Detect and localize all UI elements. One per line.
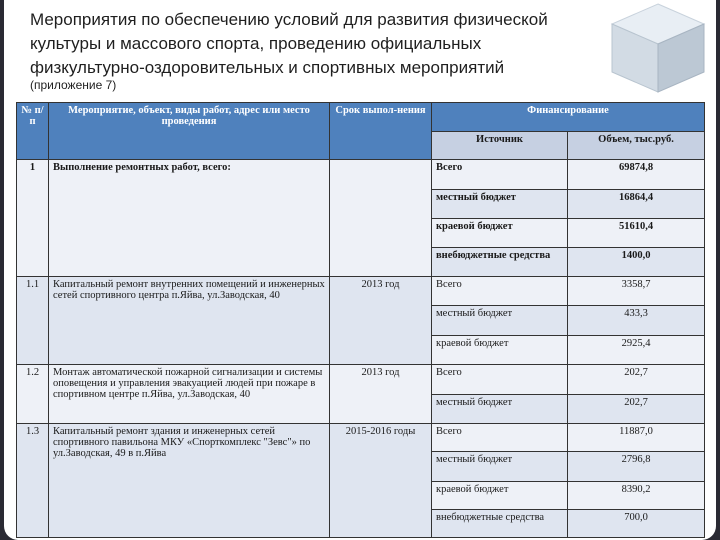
page-title: Мероприятия по обеспечению условий для развития физической культуры и массового спорта, проведению официальных физкультурно-оздоровительных и спортивных мероприятий	[30, 10, 548, 77]
table-row	[17, 277, 705, 306]
fin-source: краевой бюджет	[432, 482, 568, 510]
row-event: Монтаж автоматической пожарной сигнализации и системы оповещения и управления эвакуацией людей при пожаре в спортивном центре п.Яйва, ул.Заводская, 40	[49, 365, 330, 424]
events-table	[16, 102, 705, 538]
fin-source: местный бюджет	[432, 452, 568, 482]
fin-volume: 1400,0	[568, 248, 705, 277]
row-term: 2013 год	[330, 277, 432, 365]
header-volume: Объем, тыс.руб.	[568, 132, 705, 160]
row-event: Капитальный ремонт внутренних помещений и инженерных сетей спортивного центра п.Яйва, ул.Заводская, 40	[49, 277, 330, 365]
fin-volume: 2796,8	[568, 452, 705, 482]
fin-volume: 69874,8	[568, 160, 705, 190]
fin-volume: 700,0	[568, 510, 705, 538]
header-term: Срок выпол-нения	[330, 103, 432, 160]
fin-source: Всего	[432, 160, 568, 190]
slide	[4, 0, 716, 540]
fin-volume: 3358,7	[568, 277, 705, 306]
fin-source: внебюджетные средства	[432, 510, 568, 538]
row-num: 1	[17, 160, 49, 277]
fin-volume: 8390,2	[568, 482, 705, 510]
table-row	[17, 365, 705, 395]
header-event: Мероприятие, объект, виды работ, адрес или место проведения	[49, 103, 330, 160]
row-event: Выполнение ремонтных работ, всего:	[49, 160, 330, 277]
row-term: 2015-2016 годы	[330, 424, 432, 538]
fin-source: внебюджетные средства	[432, 248, 568, 277]
row-num: 1.3	[17, 424, 49, 538]
subtitle: (приложение 7)	[30, 78, 117, 92]
fin-volume: 202,7	[568, 395, 705, 424]
fin-volume: 433,3	[568, 306, 705, 336]
fin-volume: 202,7	[568, 365, 705, 395]
fin-source: Всего	[432, 365, 568, 395]
fin-volume: 2925,4	[568, 336, 705, 365]
fin-source: краевой бюджет	[432, 219, 568, 248]
row-term: 2013 год	[330, 365, 432, 424]
fin-volume: 16864,4	[568, 190, 705, 219]
table-row	[17, 424, 705, 452]
fin-source: Всего	[432, 277, 568, 306]
row-num: 1.2	[17, 365, 49, 424]
row-event: Капитальный ремонт здания и инженерных сетей спортивного павильона МКУ «Спорткомплекс "Зевс"» по ул.Заводская, 49 в п.Яйва	[49, 424, 330, 538]
fin-source: местный бюджет	[432, 395, 568, 424]
fin-volume: 51610,4	[568, 219, 705, 248]
table-row	[17, 160, 705, 190]
row-term	[330, 160, 432, 277]
header-source: Источник	[432, 132, 568, 160]
fin-source: местный бюджет	[432, 190, 568, 219]
header-num: № п/ п	[17, 103, 49, 160]
cube-decoration-icon	[608, 2, 708, 94]
fin-source: Всего	[432, 424, 568, 452]
header-financing: Финансирование	[432, 103, 705, 132]
fin-source: местный бюджет	[432, 306, 568, 336]
fin-volume: 11887,0	[568, 424, 705, 452]
fin-source: краевой бюджет	[432, 336, 568, 365]
row-num: 1.1	[17, 277, 49, 365]
